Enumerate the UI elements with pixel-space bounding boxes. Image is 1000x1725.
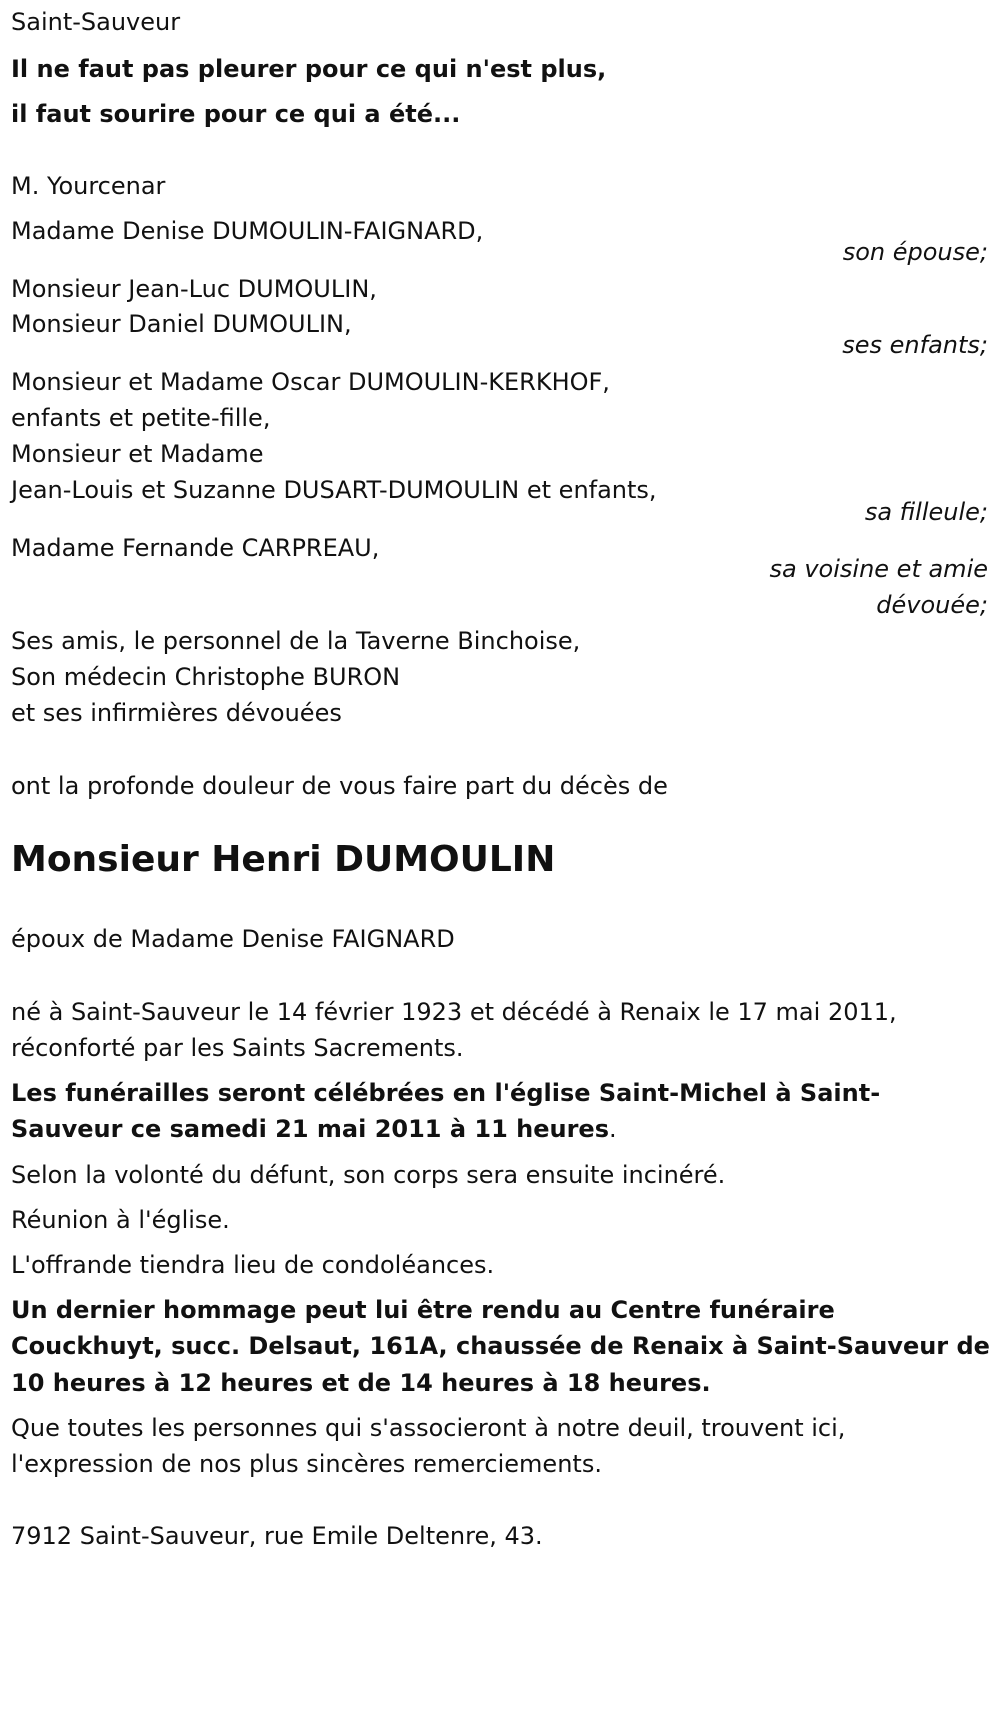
announcement-text: ont la profonde douleur de vous faire part du décès de	[11, 772, 668, 800]
child-2: Monsieur Daniel DUMOULIN,	[11, 310, 352, 338]
children-role: ses enfants;	[842, 331, 988, 359]
thanks-line-2: l'expression de nos plus sincères remerciements.	[11, 1450, 602, 1478]
funeral-line-1: Les funérailles seront célébrées en l'église Saint-Michel à Saint-	[11, 1079, 881, 1107]
funeral-line-2-end: .	[609, 1115, 617, 1143]
friends-line-3: et ses infirmières dévouées	[11, 699, 342, 727]
relative-1: Monsieur et Madame Oscar DUMOULIN-KERKHOF,	[11, 368, 610, 396]
spouse-of-text: époux de Madame Denise FAIGNARD	[11, 925, 455, 953]
relative-3: Monsieur et Madame	[11, 440, 264, 468]
thanks-line-1: Que toutes les personnes qui s'associeront à notre deuil, trouvent ici,	[11, 1414, 846, 1442]
friends-line-2: Son médecin Christophe BURON	[11, 663, 401, 691]
funeral-line-2	[11, 1111, 617, 1147]
relative-4: Jean-Louis et Suzanne DUSART-DUMOULIN et enfants,	[11, 476, 657, 504]
neighbor-role-line-2: dévouée;	[876, 591, 988, 619]
goddaughter-role: sa filleule;	[864, 498, 988, 526]
tribute-line-3: 10 heures à 12 heures et de 14 heures à 18 heures.	[11, 1369, 711, 1397]
spouse-name: Madame Denise DUMOULIN-FAIGNARD,	[11, 217, 484, 245]
neighbor-name: Madame Fernande CARPREAU,	[11, 534, 380, 562]
funeral-date-time: Sauveur ce samedi 21 mai 2011 à 11 heures	[11, 1115, 609, 1143]
sacraments-text: réconforté par les Saints Sacrements.	[11, 1034, 464, 1062]
quote-line-2: il faut sourire pour ce qui a été...	[11, 100, 461, 128]
birth-death-text: né à Saint-Sauveur le 14 février 1923 et décédé à Renaix le 17 mai 2011,	[11, 998, 897, 1026]
offering-text: L'offrande tiendra lieu de condoléances.	[11, 1251, 495, 1279]
tribute-line-1: Un dernier hommage peut lui être rendu au Centre funéraire	[11, 1296, 835, 1324]
child-1: Monsieur Jean-Luc DUMOULIN,	[11, 275, 377, 303]
place-heading: Saint-Sauveur	[11, 8, 181, 36]
relative-2: enfants et petite-fille,	[11, 404, 271, 432]
cremation-text: Selon la volonté du défunt, son corps sera ensuite incinéré.	[11, 1161, 726, 1189]
neighbor-role-line-1: sa voisine et amie	[769, 555, 988, 583]
meeting-text: Réunion à l'église.	[11, 1206, 230, 1234]
quote-line-1: Il ne faut pas pleurer pour ce qui n'est plus,	[11, 55, 607, 83]
quote-author: M. Yourcenar	[11, 172, 166, 200]
deceased-name: Monsieur Henri DUMOULIN	[11, 839, 556, 880]
tribute-line-2: Couckhuyt, succ. Delsaut, 161A, chaussée de Renaix à Saint-Sauveur de	[11, 1332, 990, 1360]
spouse-role: son épouse;	[842, 238, 988, 266]
friends-line-1: Ses amis, le personnel de la Taverne Binchoise,	[11, 627, 581, 655]
address-text: 7912 Saint-Sauveur, rue Emile Deltenre, 43.	[11, 1522, 543, 1550]
